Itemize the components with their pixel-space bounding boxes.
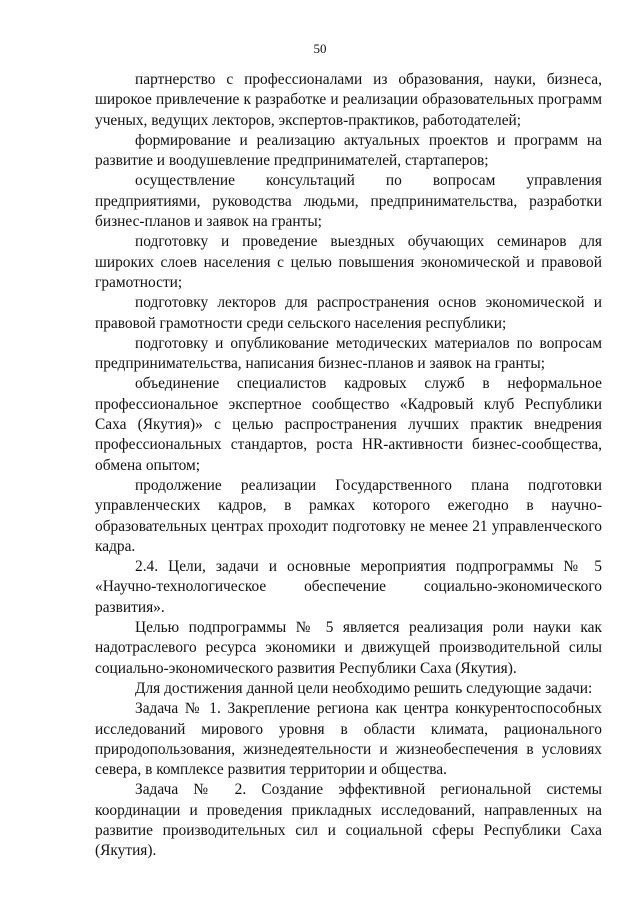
paragraph: Задача № 2. Создание эффективной региональной системы координации и проведения прикладных исследований, направленных на развитие производительных сил и социальной сферы Республики Саха (Якутия). bbox=[95, 781, 602, 860]
paragraph: объединение специалистов кадровых служб в неформальное профессиональное экспертное сообщество «Кадровый клуб Республики Саха (Якутия)» с целью распространения лучших практик внедрения профессиональных стандартов, роста HR-активности бизнес-сообщества, обмена опытом; bbox=[95, 375, 602, 474]
paragraph: формирование и реализацию актуальных проектов и программ на развитие и воодушевление предпринимателей, стартаперов; bbox=[95, 131, 602, 170]
page-number: 50 bbox=[313, 41, 327, 56]
paragraph: подготовку лекторов для распространения основ экономической и правовой грамотности среди сельского населения республики; bbox=[95, 294, 602, 332]
section-heading: 2.4. Цели, задачи и основные мероприятия подпрограммы № 5 «Научно-технологическое обеспечение социально-экономического развития». bbox=[95, 558, 602, 616]
paragraph: Целью подпрограммы № 5 является реализация роли науки как надотраслевого ресурса экономики и движущей производительной силы социально-экономического развития Республики Саха (Якутия). bbox=[95, 619, 602, 677]
document-body bbox=[95, 70, 602, 862]
paragraph: продолжение реализации Государственного плана подготовки управленческих кадров, в рамках которого ежегодно в научно-образовательных центрах проходит подготовку не менее 21 управленческого кадра. bbox=[95, 476, 602, 555]
paragraph: подготовку и опубликование методических материалов по вопросам предпринимательства, написания бизнес-планов и заявок на гранты; bbox=[95, 334, 602, 373]
paragraph: Для достижения данной цели необходимо решить следующие задачи: bbox=[135, 679, 593, 697]
paragraph: осуществление консультаций по вопросам управления предприятиями, руководства людьми, предпринимательства, разработки бизнес-планов и заявок на гранты; bbox=[95, 172, 602, 231]
paragraph: подготовку и проведение выездных обучающих семинаров для широких слоев населения с целью повышения экономической и правовой грамотности; bbox=[95, 233, 602, 291]
paragraph: партнерство с профессионалами из образования, науки, бизнеса, широкое привлечение к разработке и реализации образовательных программ ученых, ведущих лекторов, экспертов-практиков, работодателей; bbox=[95, 71, 602, 129]
paragraph: Задача № 1. Закрепление региона как центра конкурентоспособных исследований мирового уровня в области климата, рационального природопользования, жизнедеятельности и жизнеобеспечения в условиях севера, в комплексе развития территории и общества. bbox=[95, 700, 602, 779]
